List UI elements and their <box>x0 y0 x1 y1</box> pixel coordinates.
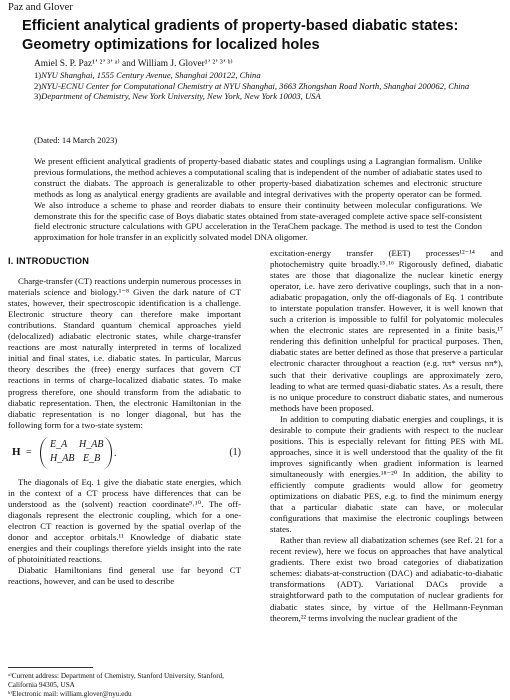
affiliation-marker: 1) <box>34 70 42 80</box>
affiliations <box>34 70 494 102</box>
right-column <box>270 248 503 624</box>
date-line: (Dated: 14 March 2023) <box>34 135 118 145</box>
author-list: Amiel S. P. Paz¹’ ²’ ³’ ᵃ⁾ and William J. Glover¹’ ²’ ³’ ᵇ⁾ <box>34 59 233 69</box>
intro-paragraph-1: Charge-transfer (CT) reactions underpin numerous processes in materials science and biology.¹⁻⁸ Given the dark nature of CT states, however, their spectroscopic identification is a challenge. Electronic structure theory can therefore make important contributions. Standard quantum chemical approaches yield (delocalized) adiabatic electronic states, while charge-transfer reactions are most naturally interpreted in terms of localized initial and final states, i.e. diabatic states. In particular, Marcus theory describes the (free) energy surfaces that govern CT reactions in terms of charge-localized diabatic states. To make progress therefore, one should transform from the adiabatic to diabatic representation. Then, the electronic Hamiltonian in the diabatic representation is no longer diagonal, but has the following form for a two-state system: <box>8 276 241 430</box>
running-head: Paz and Glover <box>8 2 73 13</box>
affiliation-text: NYU Shanghai, 1555 Century Avenue, Shanghai 200122, China <box>41 70 261 80</box>
intro-paragraph-2: The diagonals of Eq. 1 give the diabatic state energies, which in the context of a CT process have differences that can be understood as the (solvent) reaction coordinate⁹˒¹⁰. The off-diagonals represent the electronic coupling, which for a one-electron CT reaction is governed by the spatial overlap of the donor and acceptor orbitals.¹¹ Knowledge of diabatic state energies and their couplings therefore yields insight into the rate of photoinitiated reactions. <box>8 476 241 565</box>
footnote-current-address: ᵃ⁾Current address: Department of Chemistry, Stanford University, Stanford, California 94305, USA <box>8 672 224 690</box>
abstract: We present efficient analytical gradients of property-based diabatic states and couplings using a Lagrangian formalism. Unlike previous formulations, the method achieves a computational scaling that is independent of the number of adiabatic states used to construct the diabats. The approach is generalizable to other property-based diabatization schemes and electronic structure methods as long as analytical energy gradients are available and integral derivatives with the property operator can be formed. We also introduce a scheme to phase and reorder diabats to ensure their continuity between molecular configurations. We demonstrate this for the specific case of Boys diabatic states obtained from state-averaged complete active space self-consistent field electronic structure calculations with GPU acceleration in the TeraChem package. The method is used to test the Condon approximation for hole transfer in an explicitly solvated model DNA oligomer. <box>34 156 482 243</box>
intro-paragraph-4: excitation-energy transfer (EET) processes¹²⁻¹⁴ and photochemistry quite broadly.¹⁵˒¹⁶ Rigorously defined, diabatic states are those that diagonalize the nuclear kinetic energy operator, i.e. have zero derivative couplings, such that in a non-adiabatic propagation, only the off-diagonals of Eq. 1 contribute to interstate population transfer. However, it is well known that such a criterion is impossible to fulfil for polyatomic molecules when the electronic states are represented in a finite basis,¹⁷ rendering this definition unhelpful for practical purposes. Then, diabatic states are better defined as those that preserve a particular electronic character throughout a reaction (e.g. ππ* versus nπ*), such that their derivative couplings are approximately zero, leading to what are termed quasi-diabatic states. As a result, there is no unique procedure to construct diabatic states, and numerous methods have been proposed. <box>270 248 503 413</box>
affiliation-marker: 2) <box>34 80 42 91</box>
matrix-element: E_B <box>83 452 101 464</box>
affiliation-3 <box>34 91 494 102</box>
matrix-element: E_A <box>50 438 68 450</box>
affiliation-1 <box>34 70 494 81</box>
equation-period: . <box>114 447 117 459</box>
equation-number: (1) <box>229 446 241 458</box>
affiliation-text: NYU-ECNU Center for Computational Chemistry at NYU Shanghai, 3663 Zhongshan Road North, Shanghai 200062, China <box>41 80 470 91</box>
footnote-divider <box>8 667 93 668</box>
affiliation-marker: 3) <box>34 91 42 102</box>
footnotes <box>8 672 241 700</box>
section-heading: I. INTRODUCTION <box>8 256 90 266</box>
hamiltonian-symbol: H <box>12 445 21 458</box>
intro-paragraph-5: In addition to computing diabatic energies and couplings, it is desirable to compute their gradients with respect to the nuclear positions. This is especially relevant for fitting PES with ML approaches, since it is well understood that the quality of the fit improves significantly when gradient information is learned simultaneously with energies.¹⁸⁻²⁰ In addition, the ability to efficiently compute gradients would allow for geometry optimizations on diabatic PES, e.g. to find the minimum energy that a particular diabatic state can have, or molecular configurations that maximise the electronic couplings between states. <box>270 413 503 535</box>
matrix-element: H_AB <box>79 438 104 450</box>
hamiltonian-matrix <box>40 437 112 469</box>
matrix-element: H_AB <box>50 452 75 464</box>
left-column <box>8 248 241 587</box>
intro-paragraph-6: Rather than review all diabatization schemes (see Ref. 21 for a recent review), here we focus on approaches that have analytical gradients. There exist two broad categories of diabatization schemes: diabats-at-construction (DAC) and adiabatic-to-diabatic transformations (ADT). Variational DACs provide a straightforward path to the computation of nuclear gradients for diabatic states since, by virtue of the Hellmann-Feynman theorem,²² terms involving the nuclear gradient of the <box>270 535 503 623</box>
intro-paragraph-3: Diabatic Hamiltonians find general use far beyond CT reactions, however, and can be used to describe <box>8 565 241 587</box>
equals-sign: = <box>26 446 32 458</box>
affiliation-2 <box>34 81 494 92</box>
footnote-email: ᵇ⁾Electronic mail: william.glover@nyu.edu <box>8 690 132 699</box>
affiliation-text: Department of Chemistry, New York University, New York, New York 10003, USA <box>41 91 321 102</box>
equation-1 <box>8 436 241 472</box>
paper-title: Efficient analytical gradients of property-based diabatic states: Geometry optimizations for localized holes <box>22 18 459 53</box>
